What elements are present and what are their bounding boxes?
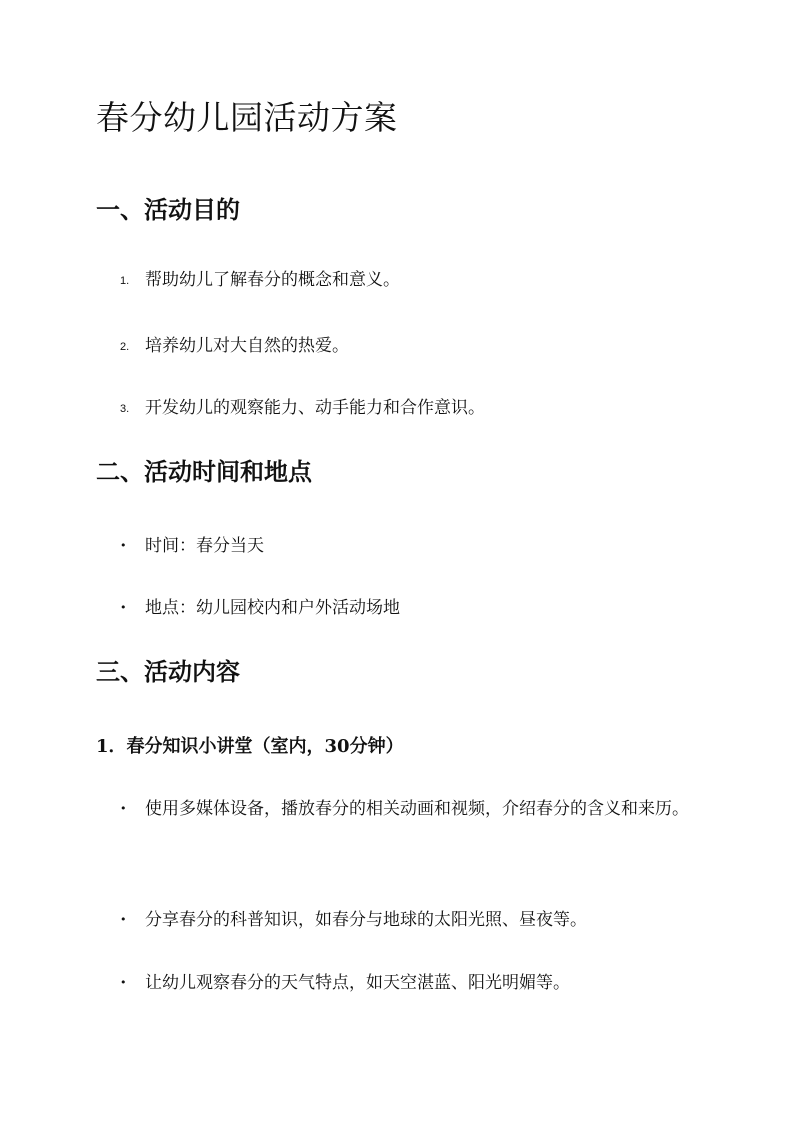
- list-item-text: 使用多媒体设备，播放春分的相关动画和视频，介绍春分的含义和来历。: [145, 799, 689, 819]
- list-number: 3.: [120, 403, 130, 415]
- subsection-heading-lecture: 1．春分知识小讲堂（室内，30分钟）: [96, 736, 404, 757]
- document-title: 春分幼儿园活动方案: [96, 98, 398, 137]
- section-heading-time-place: 二、活动时间和地点: [96, 457, 312, 486]
- bullet-icon: •: [120, 913, 127, 926]
- section-heading-content: 三、活动内容: [96, 657, 240, 686]
- bullet-icon: •: [120, 601, 127, 614]
- section-heading-purpose: 一、活动目的: [96, 195, 240, 224]
- list-item-text: 地点：幼儿园校内和户外活动场地: [145, 598, 400, 618]
- list-item-text: 培养幼儿对大自然的热爱。: [145, 336, 349, 356]
- bullet-icon: •: [120, 976, 127, 989]
- list-number: 2.: [120, 341, 130, 353]
- list-item-text: 分享春分的科普知识，如春分与地球的太阳光照、昼夜等。: [145, 910, 587, 930]
- bullet-icon: •: [120, 802, 127, 815]
- list-item-text: 帮助幼儿了解春分的概念和意义。: [145, 270, 400, 290]
- bullet-icon: •: [120, 539, 127, 552]
- list-item-text: 让幼儿观察春分的天气特点，如天空湛蓝、阳光明媚等。: [145, 973, 570, 993]
- list-item-text: 时间：春分当天: [145, 536, 264, 556]
- list-number: 1.: [120, 275, 130, 287]
- list-item-text: 开发幼儿的观察能力、动手能力和合作意识。: [145, 398, 485, 418]
